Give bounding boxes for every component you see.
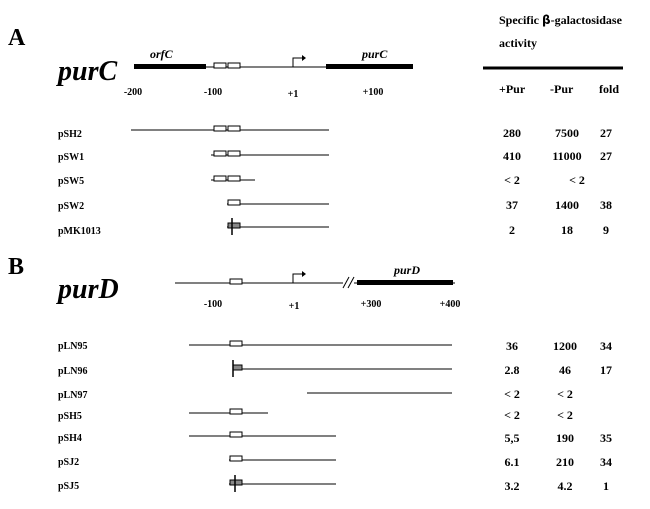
panel-a-gene-map (124, 47, 413, 100)
purbox-site (228, 126, 240, 131)
value-minus-pur: < 2 (557, 408, 573, 422)
purbox-site (230, 341, 242, 346)
purd-label: purD (394, 263, 421, 277)
value-minus-pur: 11000 (552, 149, 582, 163)
value-fold: 34 (600, 455, 612, 469)
orfc-gene-block (134, 64, 206, 69)
col-header-plus-pur: +Pur (499, 82, 526, 96)
value-plus-pur: 5,5 (504, 431, 520, 445)
purc-label: purC (362, 47, 388, 61)
construct-name: pSJ5 (58, 481, 80, 492)
activity-header-line1: Specific β-galactosidase (499, 13, 622, 27)
purbox-site (214, 176, 226, 181)
value-plus-pur: 2.8 (504, 363, 520, 377)
value-fold: 9 (603, 223, 609, 237)
value-plus-pur: 6.1 (504, 455, 520, 469)
tick-minus-200: -200 (123, 87, 143, 98)
construct-name: pLN97 (58, 390, 88, 401)
value-fold: 1 (603, 479, 609, 493)
value-fold: 35 (600, 431, 612, 445)
panel-b-gene-map (175, 263, 460, 312)
axis-break-1 (343, 277, 349, 288)
purd-gene-block (357, 280, 453, 285)
tick-plus-1: +1 (288, 301, 300, 312)
value-minus-pur: < 2 (557, 387, 573, 401)
construct-name: pLN95 (58, 341, 88, 352)
purbox-site (228, 151, 240, 156)
tick-plus-400: +400 (439, 299, 461, 310)
value-minus-pur: 210 (556, 455, 574, 469)
panel-b-gene-title: purD (58, 274, 119, 305)
transcription-start-arrow (293, 58, 302, 67)
purbox-site (214, 151, 226, 156)
value-minus-pur: 1200 (553, 339, 577, 353)
construct-name: pSW2 (58, 201, 85, 212)
panel-a-construct-pMK1013 (58, 218, 609, 237)
panel-b-construct-pLN96 (58, 360, 612, 377)
panel-b-construct-pLN95 (58, 339, 612, 353)
activity-header-line2: activity (499, 36, 537, 50)
purbox-site (228, 176, 240, 181)
panel-a-construct-pSH2 (58, 126, 612, 140)
purbox-site-2 (228, 63, 240, 68)
value-minus-pur: 46 (559, 363, 571, 377)
value-plus-pur: 280 (503, 126, 521, 140)
purbox-site (228, 200, 240, 205)
value-plus-pur: 37 (506, 198, 518, 212)
panel-a-gene-title: purC (58, 56, 118, 87)
value-plus-pur: < 2 (504, 408, 520, 422)
value-fold: 38 (600, 198, 612, 212)
value-minus-pur: 18 (561, 223, 573, 237)
panel-b-construct-pSH4 (58, 431, 612, 445)
value-plus-pur: 36 (506, 339, 518, 353)
value-minus-pur: 190 (556, 431, 574, 445)
panel-a-construct-pSW1 (58, 149, 612, 163)
construct-name: pSH4 (58, 433, 82, 444)
mutated-purbox-site (230, 480, 242, 485)
value-plus-pur: < 2 (504, 387, 520, 401)
construct-name: pSH5 (58, 411, 82, 422)
tick-plus-1: +1 (287, 89, 299, 100)
purc-gene-block (326, 64, 413, 69)
axis-break-2 (348, 277, 354, 288)
construct-name: pLN96 (58, 366, 88, 377)
construct-name: pMK1013 (58, 226, 101, 237)
purbox-site-1 (214, 63, 226, 68)
value-plus-pur: 410 (503, 149, 521, 163)
construct-name: pSW1 (58, 152, 85, 163)
value-plus-pur: 2 (509, 223, 515, 237)
tick-minus-100: -100 (203, 87, 223, 98)
arrowhead (302, 55, 306, 61)
value-minus-pur: 1400 (555, 198, 579, 212)
value-fold: 27 (600, 149, 612, 163)
panel-b-letter: B (8, 254, 25, 280)
value-minus-pur: 7500 (555, 126, 579, 140)
construct-name: pSW5 (58, 176, 85, 187)
value-fold: 27 (600, 126, 612, 140)
purbox-site (214, 126, 226, 131)
mutated-purbox-site (228, 223, 240, 228)
panel-b-construct-pLN97 (58, 387, 573, 401)
panel-b-construct-pSJ2 (58, 455, 612, 469)
value-plus-pur: < 2 (504, 173, 520, 187)
construct-name: pSJ2 (58, 457, 80, 468)
panel-a-letter: A (8, 25, 26, 51)
arrowhead (302, 271, 306, 277)
panel-a-construct-pSW2 (58, 198, 612, 212)
purbox-site (230, 432, 242, 437)
value-fold: 17 (600, 363, 612, 377)
panel-b-construct-pSJ5 (58, 475, 609, 493)
value-fold: 34 (600, 339, 612, 353)
orfc-label: orfC (150, 47, 173, 61)
panel-b-construct-pSH5 (58, 408, 573, 422)
panel-a-construct-pSW5 (58, 173, 585, 187)
col-header-fold: fold (599, 82, 620, 96)
construct-name: pSH2 (58, 129, 82, 140)
tick-plus-100: +100 (362, 87, 384, 98)
value-minus-pur: < 2 (569, 173, 585, 187)
value-minus-pur: 4.2 (557, 479, 573, 493)
mutated-purbox-site (233, 365, 242, 370)
tick-minus-100: -100 (203, 299, 223, 310)
tick-plus-300: +300 (360, 299, 382, 310)
purbox-site (230, 409, 242, 414)
purbox-site (230, 279, 242, 284)
transcription-start-arrow (293, 274, 302, 283)
purbox-site (230, 456, 242, 461)
col-header-minus-pur: -Pur (550, 82, 574, 96)
value-plus-pur: 3.2 (504, 479, 520, 493)
